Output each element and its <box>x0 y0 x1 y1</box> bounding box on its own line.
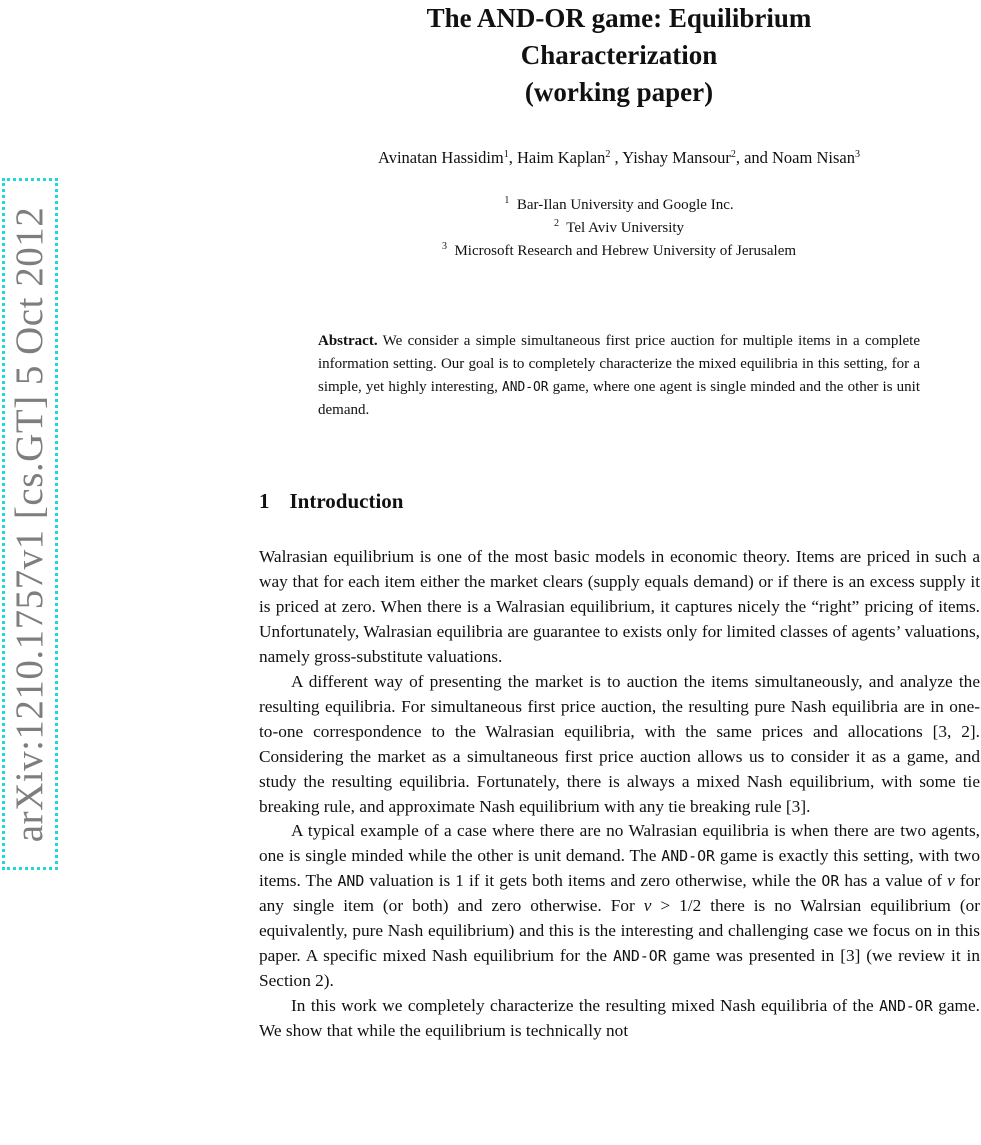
author-separator: , and <box>735 148 773 167</box>
affiliation-item <box>259 194 979 217</box>
paragraph-text: A different way of presenting the market is to auction the items simultaneously, and analyze the resulting equilibria. For simultaneous first price auction, the resulting pure Nash equilibria are in one-to-one correspondence to the Walrasian equilibria, with the same prices and allocations [3, 2]. Considering the market as a simultaneous first price auction allows us to consider it as a game, and study the resulting equilibria. Fortunately, there is always a mixed Nash equilibrium, with some tie breaking rule, and approximate Nash equilibrium with any tie breaking rule [3]. <box>259 671 980 816</box>
paragraph-text: game was presented in [3] (we review it in Section 2). <box>259 946 980 991</box>
paragraph <box>259 994 980 1044</box>
affiliation-text: Microsoft Research and Hebrew University of Jerusalem <box>454 243 797 259</box>
affiliation-number: 1 <box>504 195 510 206</box>
paragraph-text: valuation is 1 if it gets both items and zero otherwise, while the <box>369 871 817 891</box>
code-term: AND-OR <box>879 997 933 1016</box>
affiliation-number: 2 <box>553 218 559 229</box>
abstract-text: We consider a simple simultaneous first price auction for multiple items in a complete information setting. Our goal is to completely characterize the mixed equilibria in this setting, for a simple, yet highly interesting, <box>318 333 920 395</box>
author-affiliation-mark: 3 <box>854 149 860 160</box>
section-title-text: Introduction <box>289 489 404 513</box>
author-affiliation-mark: 1 <box>503 149 509 160</box>
paragraph-text: In this work we completely characterize the resulting mixed Nash equilibria of the <box>291 996 874 1016</box>
author-name: Avinatan Hassidim <box>378 148 504 167</box>
paragraph <box>259 819 980 994</box>
affiliation-list <box>259 194 979 263</box>
paragraph-text: Walrasian equilibrium is one of the most basic models in economic theory. Items are priced in such a way that for each item either the market clears (supply equals demand) or if there is an excess supply it is priced at zero. When there is a Walrasian equilibrium, it captures nicely the “right” pricing of items. Unfortunately, Walrasian equilibria are guarantee to exists only for limited classes of agents’ valuations, namely gross-substitute valuations. <box>259 547 980 666</box>
affiliation-item <box>259 240 979 263</box>
section-number: 1 <box>259 489 270 513</box>
code-term: OR <box>821 872 840 891</box>
code-term: AND-OR <box>612 947 667 966</box>
author-affiliation-mark: 2 <box>730 149 736 160</box>
title-line-1: The AND-OR game: Equilibrium <box>426 3 812 33</box>
author-name: Yishay Mansour <box>622 148 731 167</box>
author-name: Noam Nisan <box>772 148 855 167</box>
author-name: Haim Kaplan <box>516 148 606 167</box>
code-term: AND <box>337 872 365 891</box>
paragraph-text: game. We show that while the equilibrium is technically not <box>259 996 980 1041</box>
arxiv-identifier-stamp <box>2 178 58 870</box>
abstract-block <box>318 330 920 422</box>
section-heading <box>259 489 979 514</box>
author-affiliation-mark: 2 <box>605 149 611 160</box>
author-separator: , <box>610 148 623 167</box>
abstract-label: Abstract. <box>318 333 378 349</box>
paragraph-text: for any single item (or both) and zero otherwise. For <box>259 871 980 916</box>
arxiv-id-text: arXiv:1210.1757v1 [cs.GT] 5 Oct 2012 <box>8 206 52 842</box>
paragraph-text: > 1/2 there is no Walrsian equilibrium (or equivalently, pure Nash equilibrium) and this is the interesting and challenging case we focus on in this paper. A specific mixed Nash equilibrium for the <box>259 896 980 966</box>
title-line-3: (working paper) <box>524 77 714 107</box>
title-line-2: Characterization <box>520 40 718 70</box>
math-variable: v <box>947 871 955 891</box>
code-term: AND-OR <box>661 847 715 866</box>
abstract-code-term: AND-OR <box>501 380 549 395</box>
math-variable: v <box>643 896 652 916</box>
affiliation-text: Tel Aviv University <box>566 220 685 236</box>
affiliation-text: Bar-Ilan University and Google Inc. <box>516 197 734 213</box>
author-list <box>259 148 979 168</box>
author-separator: , <box>508 148 517 167</box>
paragraph-text: A typical example of a case where there are no Walrasian equilibria is when there are two agents, one is single minded while the other is unit demand. The <box>259 821 980 866</box>
affiliation-item <box>259 217 979 240</box>
paragraph <box>259 670 980 820</box>
paragraph-text: game is exactly this setting, with two items. The <box>259 846 980 891</box>
paragraph-text: has a value of <box>844 871 943 891</box>
paper-title <box>259 0 979 111</box>
abstract-text: game, where one agent is single minded and the other is unit demand. <box>318 379 920 418</box>
affiliation-number: 3 <box>441 241 447 252</box>
body-text <box>259 545 980 1044</box>
paragraph <box>259 545 980 670</box>
